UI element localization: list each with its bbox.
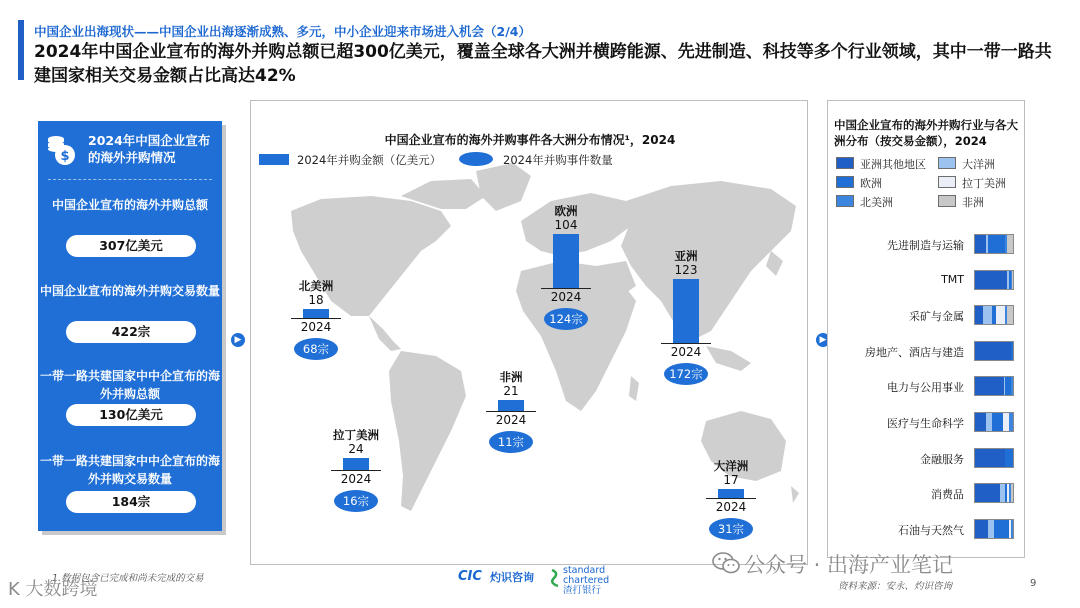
bar-baseline bbox=[486, 411, 536, 412]
legend-label: 非洲 bbox=[962, 196, 984, 209]
industry-bar-segment bbox=[983, 306, 993, 324]
corner-watermark: K 大数跨境 bbox=[8, 579, 98, 600]
standard-chartered-logo-icon bbox=[550, 568, 560, 588]
industry-bar-segment bbox=[975, 377, 1004, 395]
industry-bar-segment bbox=[1011, 342, 1013, 360]
industry-title: 中国企业宣布的海外并购行业与各大洲分布（按交易金额），2024 bbox=[834, 118, 1018, 148]
summary-header bbox=[38, 121, 222, 179]
region-amount: 18 bbox=[308, 293, 324, 307]
industry-stacked-bar bbox=[974, 519, 1014, 539]
bar-baseline bbox=[706, 498, 756, 499]
legend-count-swatch bbox=[459, 152, 493, 166]
industry-stacked-bar bbox=[974, 270, 1014, 290]
bar-baseline bbox=[661, 343, 711, 344]
legend-swatch bbox=[938, 176, 956, 188]
industry-label: 医疗与生命科学 bbox=[887, 417, 964, 430]
metric-value-bri-count: 184宗 bbox=[66, 491, 196, 513]
industry-stacked-bar bbox=[974, 234, 1014, 254]
legend-swatch bbox=[836, 157, 854, 169]
industry-bar-segment bbox=[975, 413, 986, 431]
sc-line-1: standard bbox=[563, 565, 606, 576]
industry-bar-segment bbox=[975, 449, 1005, 467]
cic-logo: CIC bbox=[458, 569, 482, 584]
metric-value-deal-count: 422宗 bbox=[66, 321, 196, 343]
industry-stacked-bar bbox=[974, 412, 1014, 432]
year-label: 2024 bbox=[670, 345, 702, 359]
region-name: 亚洲 bbox=[674, 249, 698, 263]
world-map-panel bbox=[250, 100, 808, 565]
region-amount: 24 bbox=[348, 442, 364, 456]
page-headline: 2024年中国企业宣布的海外并购总额已超300亿美元，覆盖全球各大洲并横跨能源、先进制造、科技等多个行业领域，其中一带一路共建国家相关交易金额占比高达42% bbox=[34, 42, 1052, 86]
industry-stacked-bar bbox=[974, 376, 1014, 396]
bar-baseline bbox=[541, 288, 591, 289]
metric-value-total-amount: 307亿美元 bbox=[66, 235, 196, 257]
industry-bar-segment bbox=[1009, 413, 1013, 431]
industry-stacked-bar bbox=[974, 448, 1014, 468]
deal-count-badge: 31宗 bbox=[709, 518, 753, 540]
amount-bar bbox=[718, 489, 744, 498]
industry-label: 先进制造与运输 bbox=[887, 239, 964, 252]
page-number: 9 bbox=[1030, 578, 1037, 589]
amount-bar bbox=[498, 400, 524, 411]
industry-label: 电力与公用事业 bbox=[887, 381, 964, 395]
industry-bar-segment bbox=[975, 306, 983, 324]
industry-bar-segment bbox=[1007, 235, 1013, 253]
legend-swatch bbox=[836, 176, 854, 188]
industry-label: 采矿与金属 bbox=[909, 310, 964, 324]
region-label bbox=[701, 459, 761, 487]
industry-bar-segment bbox=[975, 484, 1000, 502]
industry-bar-segment bbox=[1005, 449, 1013, 467]
region-label bbox=[286, 279, 346, 307]
cic-logo-text: 灼识咨询 bbox=[490, 571, 534, 584]
legend-label: 亚洲其他地区 bbox=[860, 158, 926, 171]
next-arrow-icon: ▶ bbox=[231, 333, 245, 347]
region-label bbox=[481, 370, 541, 398]
bar-baseline bbox=[291, 318, 341, 319]
legend-swatch bbox=[938, 195, 956, 207]
industry-bar-segment bbox=[994, 520, 1009, 538]
region-name: 欧洲 bbox=[554, 204, 578, 218]
wechat-watermark: 公众号 · 出海产业笔记 bbox=[744, 553, 954, 577]
legend-swatch bbox=[938, 157, 956, 169]
industry-bar-segment bbox=[1007, 306, 1013, 324]
source-note: 资料来源：安永、灼识咨询 bbox=[838, 581, 953, 592]
region-label bbox=[326, 428, 386, 456]
industry-bar-segment bbox=[975, 342, 1011, 360]
standard-chartered-logo bbox=[563, 566, 609, 596]
coins-dollar-icon bbox=[46, 133, 76, 167]
legend-amount-label: 2024年并购金额（亿美元） bbox=[297, 153, 442, 167]
amount-bar bbox=[553, 234, 579, 288]
region-amount: 104 bbox=[554, 218, 578, 232]
industry-panel bbox=[827, 100, 1025, 558]
metric-label-bri-count: 一带一路共建国家中中企宣布的海外并购交易数量 bbox=[39, 454, 220, 486]
industry-bar-segment bbox=[992, 413, 1003, 431]
wechat-icon bbox=[712, 551, 740, 575]
map-title: 中国企业宣布的海外并购事件各大洲分布情况¹，2024 bbox=[384, 133, 676, 147]
industry-label: 石油与天然气 bbox=[898, 523, 964, 537]
industry-stacked-bar bbox=[974, 483, 1014, 503]
deal-count-badge: 68宗 bbox=[294, 338, 338, 360]
industry-stacked-bar bbox=[974, 305, 1014, 325]
amount-bar bbox=[303, 309, 329, 318]
legend-label: 拉丁美洲 bbox=[962, 177, 1006, 190]
bar-baseline bbox=[331, 470, 381, 471]
metric-value-bri-amount: 130亿美元 bbox=[66, 404, 196, 426]
industry-bar-segment bbox=[1011, 520, 1013, 538]
region-name: 北美洲 bbox=[298, 279, 334, 293]
legend-label: 欧洲 bbox=[860, 177, 882, 190]
deal-count-badge: 11宗 bbox=[489, 431, 533, 453]
svg-text:$: $ bbox=[60, 149, 70, 164]
region-label bbox=[536, 204, 596, 232]
deal-count-badge: 16宗 bbox=[334, 490, 378, 512]
region-label bbox=[656, 249, 716, 277]
footnote: 1.数据包含已完成和尚未完成的交易 bbox=[52, 573, 204, 584]
deal-count-badge: 124宗 bbox=[544, 308, 588, 330]
amount-bar bbox=[343, 458, 369, 470]
region-name: 大洋洲 bbox=[713, 459, 749, 473]
industry-stacked-bar bbox=[974, 341, 1014, 361]
industry-label: 房地产、酒店与建造 bbox=[865, 345, 964, 359]
page-subtitle: 中国企业出海现状——中国企业出海逐渐成熟、多元，中小企业迎来市场进入机会（2/4） bbox=[34, 24, 531, 39]
year-label: 2024 bbox=[715, 500, 747, 514]
divider bbox=[48, 179, 212, 180]
industry-label: TMT bbox=[941, 272, 964, 286]
industry-bar-segment bbox=[996, 306, 1006, 324]
industry-label: 金融服务 bbox=[920, 452, 964, 466]
industry-bar-segment bbox=[975, 271, 1007, 289]
industry-bar-segment bbox=[988, 235, 1005, 253]
metric-label-total-amount: 中国企业宣布的海外并购总额 bbox=[51, 198, 208, 212]
region-name: 拉丁美洲 bbox=[333, 428, 379, 442]
metric-label-bri-amount: 一带一路共建国家中中企宣布的海外并购总额 bbox=[39, 369, 220, 401]
region-amount: 123 bbox=[674, 263, 698, 277]
industry-bar-segment bbox=[1011, 484, 1013, 502]
industry-label: 消费品 bbox=[931, 488, 964, 502]
year-label: 2024 bbox=[495, 413, 527, 427]
industry-bar-segment bbox=[1011, 377, 1013, 395]
header-accent-bar bbox=[18, 20, 24, 80]
industry-bar-segment bbox=[1012, 271, 1013, 289]
year-label: 2024 bbox=[340, 472, 372, 486]
region-amount: 21 bbox=[503, 384, 519, 398]
deal-count-badge: 172宗 bbox=[664, 363, 708, 385]
legend-swatch bbox=[836, 195, 854, 207]
year-label: 2024 bbox=[300, 320, 332, 334]
sc-line-2: chartered bbox=[563, 575, 610, 586]
next-arrow-icon: ▶ bbox=[816, 333, 830, 347]
industry-bar-segment bbox=[975, 235, 986, 253]
legend-amount-swatch bbox=[259, 154, 289, 165]
legend-count-label: 2024年并购事件数量 bbox=[503, 153, 613, 167]
metric-label-deal-count: 中国企业宣布的海外并购交易数量 bbox=[39, 284, 220, 298]
industry-bar-segment bbox=[975, 520, 988, 538]
legend-label: 大洋洲 bbox=[962, 158, 995, 171]
region-amount: 17 bbox=[723, 473, 739, 487]
amount-bar bbox=[673, 279, 699, 343]
region-name: 非洲 bbox=[499, 370, 523, 384]
summary-panel bbox=[38, 121, 222, 531]
legend-label: 北美洲 bbox=[860, 196, 893, 209]
sc-line-3: 渣打银行 bbox=[563, 585, 602, 596]
summary-title: 2024年中国企业宣布的海外并购情况 bbox=[88, 133, 211, 165]
year-label: 2024 bbox=[550, 290, 582, 304]
